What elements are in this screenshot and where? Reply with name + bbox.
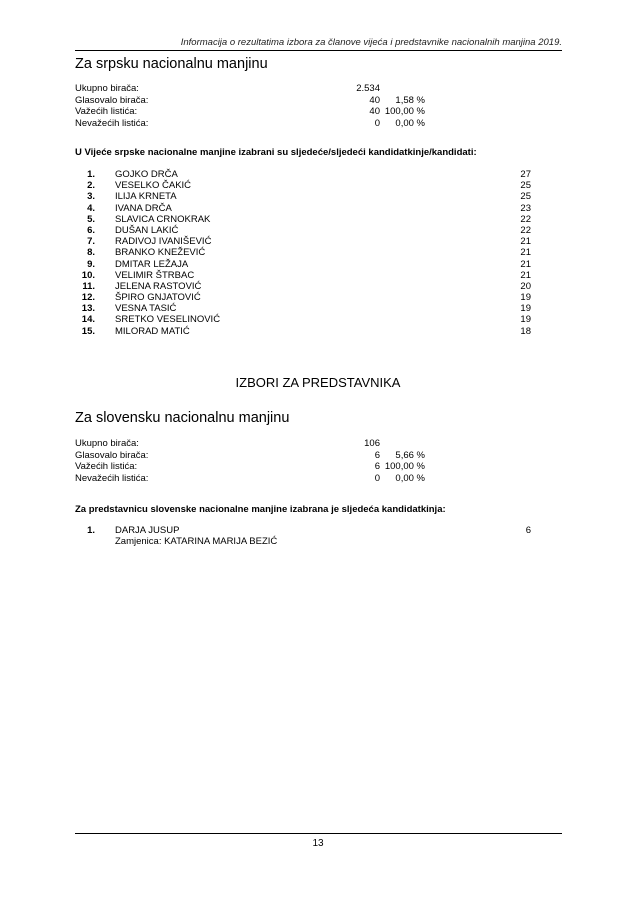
serbian-section-title: Za srpsku nacionalnu manjinu	[75, 56, 268, 72]
stat-label: Glasovalo birača:	[75, 94, 149, 106]
slovenian-candidate-list	[75, 525, 531, 547]
candidate-votes: 25	[520, 191, 531, 203]
candidate-name: DUŠAN LAKIĆ	[115, 224, 179, 236]
stat-percent: 0,00 %	[395, 117, 425, 129]
candidate-votes: 21	[520, 236, 531, 248]
stat-row-total-voters	[75, 438, 425, 450]
stat-row-valid-ballots	[75, 461, 425, 473]
candidate-row	[75, 303, 531, 314]
header-rule	[75, 50, 562, 51]
candidate-name: IVANA DRČA	[115, 202, 172, 214]
candidate-votes: 23	[520, 202, 531, 214]
candidate-row	[75, 270, 531, 281]
stat-row-invalid-ballots	[75, 473, 425, 485]
stat-percent: 1,58 %	[395, 94, 425, 106]
stat-percent: 0,00 %	[395, 472, 425, 484]
stat-row-valid-ballots	[75, 106, 425, 118]
candidate-row	[75, 203, 531, 214]
serbian-candidate-list	[75, 169, 531, 337]
candidate-number: 1.	[87, 525, 95, 536]
candidate-votes: 21	[520, 269, 531, 281]
candidate-name: SRETKO VESELINOVIĆ	[115, 314, 221, 326]
candidate-votes: 27	[520, 169, 531, 180]
representative-elections-heading: IZBORI ZA PREDSTAVNIKA	[235, 375, 401, 390]
candidate-name: BRANKO KNEŽEVIĆ	[115, 247, 206, 259]
stat-value: 2.534	[356, 83, 380, 94]
stat-percent: 5,66 %	[395, 449, 425, 461]
candidate-number: 6.	[87, 224, 95, 236]
candidate-name: DARJA JUSUP	[115, 525, 180, 536]
stat-value: 106	[364, 438, 380, 449]
slovenian-section-title: Za slovensku nacionalnu manjinu	[75, 410, 290, 426]
candidate-votes: 19	[520, 292, 531, 304]
candidate-votes: 18	[520, 325, 531, 337]
candidate-number: 14.	[81, 314, 95, 326]
candidate-votes: 19	[520, 303, 531, 315]
candidate-number: 3.	[87, 191, 95, 203]
candidate-number: 8.	[87, 247, 95, 259]
candidate-name: RADIVOJ IVANIŠEVIĆ	[115, 236, 212, 248]
candidate-number: 13.	[81, 303, 95, 315]
candidate-row	[75, 281, 531, 292]
stat-percent: 100,00 %	[384, 106, 425, 117]
serbian-stats	[75, 83, 425, 129]
stat-value: 40	[369, 94, 380, 106]
stat-label: Ukupno birača:	[75, 438, 139, 449]
candidate-name: JELENA RASTOVIĆ	[115, 280, 202, 292]
candidate-name: VESNA TASIĆ	[115, 303, 177, 315]
candidate-name: SLAVICA CRNOKRAK	[115, 213, 211, 225]
candidate-row	[75, 525, 531, 536]
candidate-number: 5.	[87, 213, 95, 225]
slovenian-intro: Za predstavnicu slovenske nacionalne manjine izabrana je sljedeća kandidatkinja:	[75, 504, 446, 515]
candidate-name: MILORAD MATIĆ	[115, 325, 190, 337]
candidate-votes: 22	[520, 213, 531, 225]
page-header: Informacija o rezultatima izbora za članove vijeća i predstavnike nacionalnih manjina 2019.	[180, 37, 562, 48]
candidate-number: 7.	[87, 236, 95, 248]
candidate-number: 11.	[82, 280, 95, 292]
candidate-name: ŠPIRO GNJATOVIĆ	[115, 292, 201, 304]
stat-label: Važećih listića:	[75, 106, 138, 117]
stat-row-voted	[75, 95, 425, 107]
stat-row-invalid-ballots	[75, 118, 425, 130]
stat-row-total-voters	[75, 83, 425, 95]
candidate-row	[75, 169, 531, 180]
candidate-row	[75, 292, 531, 303]
slovenian-stats	[75, 438, 425, 484]
candidate-votes: 25	[520, 180, 531, 192]
candidate-votes: 21	[520, 247, 531, 259]
page-number: 13	[312, 838, 324, 849]
candidate-votes: 19	[520, 314, 531, 326]
candidate-votes: 6	[525, 525, 531, 536]
stat-label: Glasovalo birača:	[75, 449, 149, 461]
candidate-row	[75, 236, 531, 247]
stat-label: Ukupno birača:	[75, 83, 139, 94]
candidate-name: ILIJA KRNETA	[115, 191, 177, 203]
candidate-row	[75, 259, 531, 270]
candidate-name: VELIMIR ŠTRBAC	[115, 269, 195, 281]
candidate-number: 15.	[81, 325, 95, 337]
candidate-row	[75, 314, 531, 325]
stat-value: 0	[374, 472, 380, 484]
candidate-number: 4.	[87, 202, 95, 214]
candidate-votes: 22	[520, 224, 531, 236]
candidate-votes: 21	[520, 258, 531, 270]
candidate-row	[75, 247, 531, 258]
candidate-name: GOJKO DRČA	[115, 169, 178, 180]
candidate-row	[75, 214, 531, 225]
stat-value: 6	[374, 461, 380, 472]
candidate-row	[75, 225, 531, 236]
candidate-row	[75, 191, 531, 202]
candidate-number: 12.	[81, 292, 95, 304]
stat-row-voted	[75, 450, 425, 462]
deputy-name: Zamjenica: KATARINA MARIJA BEZIĆ	[115, 536, 278, 548]
candidate-number: 2.	[87, 180, 95, 192]
candidate-number: 1.	[87, 169, 95, 180]
stat-label: Važećih listića:	[75, 461, 138, 472]
stat-value: 0	[374, 117, 380, 129]
candidate-name: DMITAR LEŽAJA	[115, 258, 189, 270]
stat-value: 6	[374, 449, 380, 461]
footer-rule	[75, 833, 562, 834]
candidate-row	[75, 180, 531, 191]
candidate-votes: 20	[520, 280, 531, 292]
candidate-number: 9.	[87, 258, 95, 270]
stat-value: 40	[369, 106, 380, 117]
stat-label: Nevažećih listića:	[75, 472, 149, 484]
candidate-name: VESELKO ČAKIĆ	[115, 180, 192, 192]
candidate-row	[75, 326, 531, 337]
serbian-intro: U Vijeće srpske nacionalne manjine izabrani su sljedeće/sljedeći kandidatkinje/kandidati:	[75, 147, 477, 158]
deputy-row	[75, 536, 531, 547]
candidate-number: 10.	[81, 269, 95, 281]
stat-percent: 100,00 %	[384, 461, 425, 472]
stat-label: Nevažećih listića:	[75, 117, 149, 129]
